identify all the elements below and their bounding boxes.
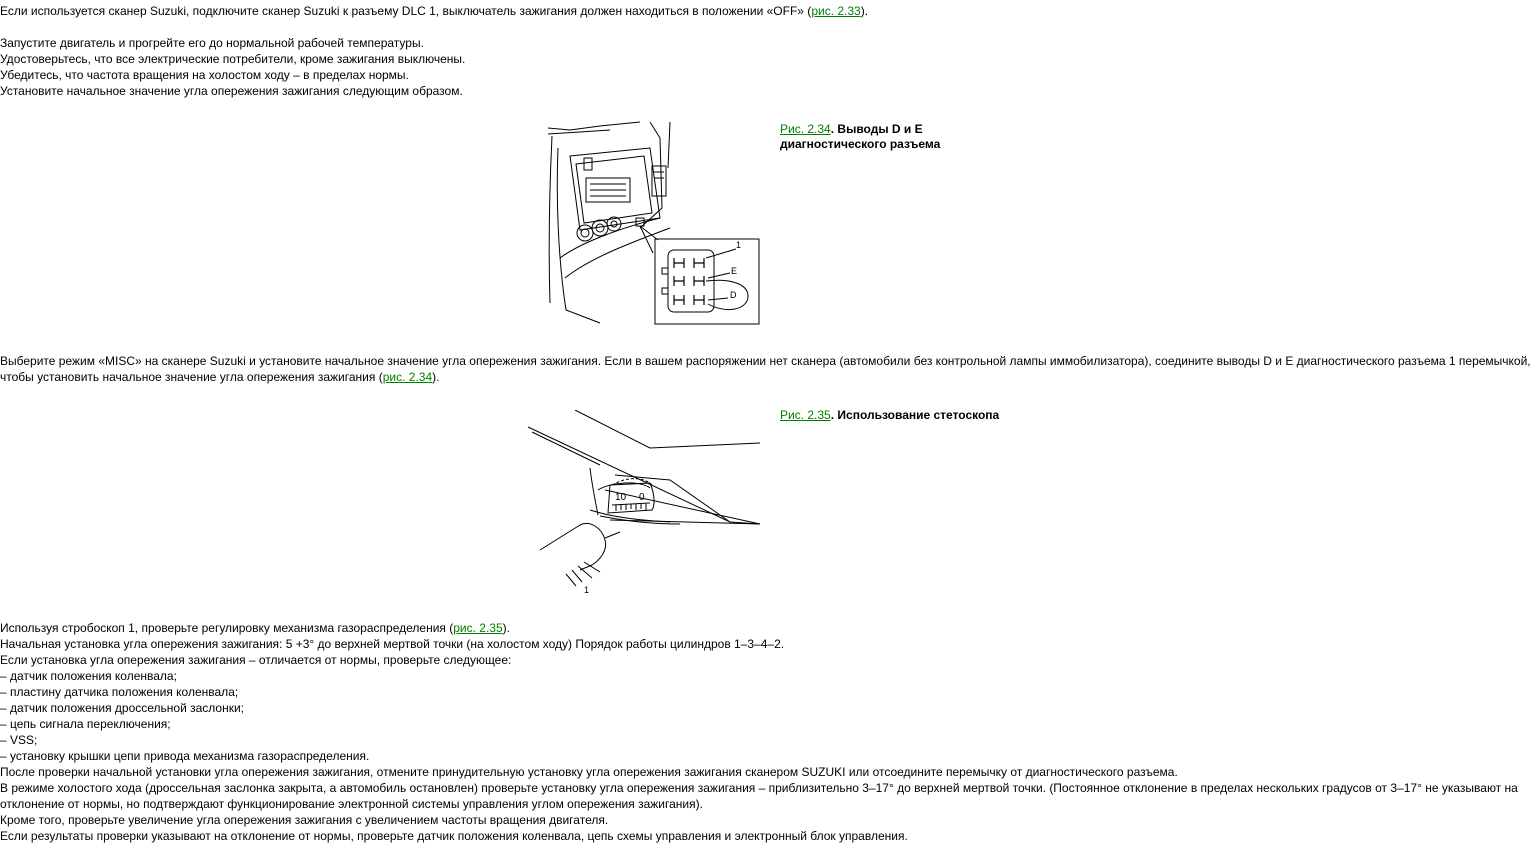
- strobe-text: Используя стробоскоп 1, проверьте регулировку механизма газораспределения (: [0, 621, 454, 635]
- fig-2-34-title: . Выводы D и E: [830, 122, 923, 136]
- fig-2-34-label-e: E: [731, 266, 738, 276]
- figure-2-34-caption: [780, 122, 940, 152]
- figure-2-35-stethoscope-diagram: [520, 410, 770, 600]
- fig-2-34-label-1: 1: [736, 240, 742, 250]
- step-line: Запустите двигатель и прогрейте его до нормальной рабочей температуры.: [0, 36, 424, 50]
- intro-paragraph: [0, 3, 868, 19]
- link-fig-2-34[interactable]: рис. 2.34: [382, 370, 433, 384]
- step-line: Убедитесь, что частота вращения на холостом ходу – в пределах нормы.: [0, 68, 409, 82]
- fig-2-35-scale-0: 0: [639, 492, 645, 503]
- link-fig-2-35-caption[interactable]: Рис. 2.35: [780, 408, 831, 422]
- text-line: Если установка угла опережения зажигания – отличается от нормы, проверьте следующее:: [0, 653, 512, 667]
- text-line: Если результаты проверки указывают на отклонение от нормы, проверьте датчик положения коленвала, цепь схемы управления и электронный блок управления.: [0, 829, 908, 843]
- fig-2-34-title-line2: диагностического разъема: [780, 137, 941, 151]
- fig-2-35-label-1: 1: [584, 585, 590, 595]
- check-item: – датчик положения дроссельной заслонки;: [0, 701, 245, 715]
- text-line: После проверки начальной установки угла опережения зажигания, отмените принудительную установку угла опережения зажигания сканером SUZUKI или отсоедините перемычку от диагностического разъема.: [0, 765, 1178, 779]
- misc-text-end: ).: [432, 370, 440, 384]
- strobe-paragraph: [0, 620, 510, 636]
- check-item: – VSS;: [0, 733, 38, 747]
- figure-2-35-caption: [780, 408, 999, 423]
- misc-paragraph: [0, 353, 1534, 385]
- check-item: – цепь сигнала переключения;: [0, 717, 171, 731]
- misc-text: Выберите режим «MISC» на сканере Suzuki и установите начальное значение угла опережения зажигания. Если в вашем распоряжении нет сканера (автомобили без контрольной лампы иммобилизатора), соедините выводы D и E диагностического разъема 1 перемычкой, чтобы установить начальное значение угла опережения зажигания (: [0, 354, 1531, 384]
- text-line: Кроме того, проверьте увеличение угла опережения зажигания с увеличением частоты вращения двигателя.: [0, 813, 609, 827]
- link-fig-2-33[interactable]: рис. 2.33: [811, 4, 861, 18]
- check-item: – пластину датчика положения коленвала;: [0, 685, 239, 699]
- strobe-text-end: ).: [502, 621, 510, 635]
- link-fig-2-35[interactable]: рис. 2.35: [453, 621, 503, 635]
- link-fig-2-34-caption[interactable]: Рис. 2.34: [780, 122, 831, 136]
- fig-2-35-title: . Использование стетоскопа: [830, 408, 1000, 422]
- idle-check-paragraph: В режиме холостого хода (дроссельная заслонка закрыта, а автомобиль остановлен) проверьте установку угла опережения зажигания – приблизительно 3–17° до верхней мертвой точки. (Постоянное отклонение в пределах нескольких градусов от 3–17° не указывают на отклонение от нормы, но подтверждают функционирование электронной системы управления углом опережения зажигания).: [0, 781, 1518, 811]
- fig-2-35-scale-10: 10: [615, 492, 627, 503]
- fig-2-34-label-d: D: [730, 290, 737, 300]
- check-item: – датчик положения коленвала;: [0, 669, 177, 683]
- intro-text: Если используется сканер Suzuki, подключите сканер Suzuki к разъему DLC 1, выключатель зажигания должен находиться в положении «OFF» (: [0, 4, 812, 18]
- check-item: – установку крышки цепи привода механизма газораспределения.: [0, 749, 370, 763]
- step-line: Установите начальное значение угла опережения зажигания следующим образом.: [0, 84, 463, 98]
- intro-text-end: ).: [860, 4, 869, 18]
- text-line: Начальная установка угла опережения зажигания: 5 +3° до верхней мертвой точки (на холостом ходу) Порядок работы цилиндров 1–3–4–2.: [0, 637, 785, 651]
- step-line: Удостоверьтесь, что все электрические потребители, кроме зажигания выключены.: [0, 52, 466, 66]
